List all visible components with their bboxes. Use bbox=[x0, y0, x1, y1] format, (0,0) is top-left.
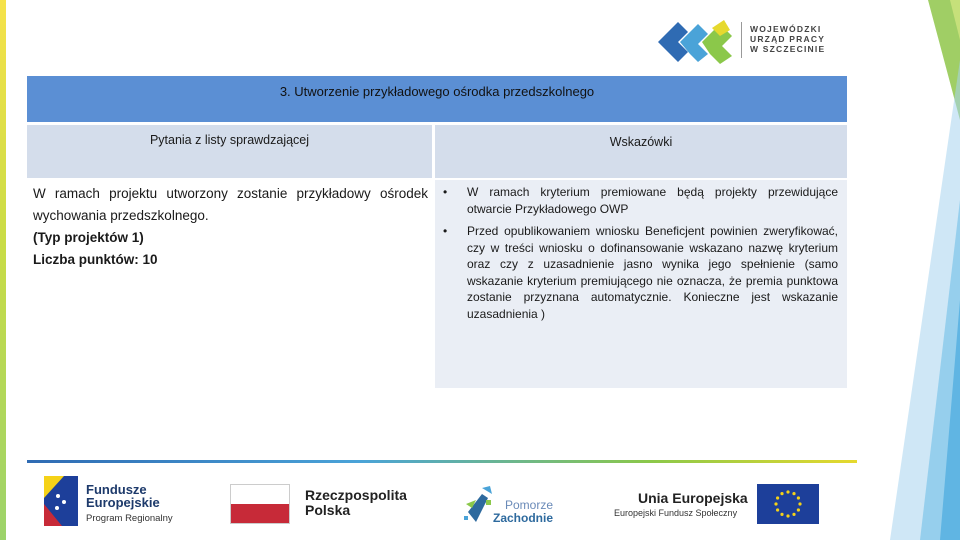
table-title-row bbox=[27, 74, 847, 125]
rp-title bbox=[305, 488, 407, 518]
question-cell bbox=[27, 180, 435, 388]
header-hints: Wskazówki bbox=[435, 125, 847, 178]
hint-text-1: W ramach kryterium premiowane będą projekty przewidujące otwarcie Przykładowego OWP bbox=[467, 185, 838, 216]
table-header-row bbox=[27, 125, 847, 178]
wup-divider bbox=[741, 22, 742, 58]
bullet-icon: • bbox=[443, 224, 448, 238]
fe-line-2: Europejskie bbox=[86, 495, 160, 510]
poland-flag-icon bbox=[230, 484, 290, 524]
wup-line-1: WOJEWÓDZKI bbox=[750, 24, 822, 34]
ue-title: Unia Europejska bbox=[638, 490, 748, 506]
footer-divider bbox=[27, 460, 857, 463]
rp-line-1: Rzeczpospolita bbox=[305, 487, 407, 503]
fe-subtitle: Program Regionalny bbox=[86, 513, 173, 524]
criteria-table bbox=[27, 74, 847, 388]
decorative-triangles bbox=[850, 0, 960, 540]
list-item bbox=[443, 223, 838, 322]
pz-line-2: Zachodnie bbox=[493, 511, 554, 525]
bullet-icon: • bbox=[443, 185, 448, 199]
table-title: 3. Utworzenie przykładowego ośrodka przedszkolnego bbox=[279, 84, 595, 99]
left-accent-bar bbox=[0, 0, 6, 540]
header-questions: Pytania z listy sprawdzającej bbox=[27, 125, 435, 178]
points-count: Liczba punktów: 10 bbox=[33, 252, 158, 267]
project-type: (Typ projektów 1) bbox=[33, 230, 144, 245]
rp-line-2: Polska bbox=[305, 502, 351, 518]
fe-line-1: Fundusze bbox=[86, 482, 147, 497]
fundusze-europejskie-icon bbox=[44, 476, 78, 526]
pz-line-1: Pomorze bbox=[505, 498, 554, 512]
fe-title bbox=[86, 483, 160, 509]
ue-subtitle: Europejski Fundusz Społeczny bbox=[614, 508, 738, 518]
hints-cell bbox=[435, 180, 847, 388]
wup-line-3: W SZCZECINIE bbox=[750, 44, 826, 54]
table-body-row bbox=[27, 178, 847, 388]
wup-line-2: URZĄD PRACY bbox=[750, 34, 826, 44]
wup-name bbox=[750, 24, 825, 54]
list-item bbox=[443, 184, 838, 217]
eu-flag-icon bbox=[757, 484, 819, 524]
hint-text-2: Przed opublikowaniem wniosku Beneficjent powinien zweryfikować, czy w treści wniosku o dofinansowanie wskazano nazwę kryterium oraz czy z uzasadnienie jasno wynika jego spełnienie (samo wskazanie kryterium premiującego nie oznacza, że premia punktowa zostanie przyznana automatycznie. Konieczne jest wskazanie uzasadnienia ) bbox=[467, 224, 838, 321]
question-text: W ramach projektu utworzony zostanie przykładowy ośrodek wychowania przedszkolnego. bbox=[33, 186, 428, 223]
